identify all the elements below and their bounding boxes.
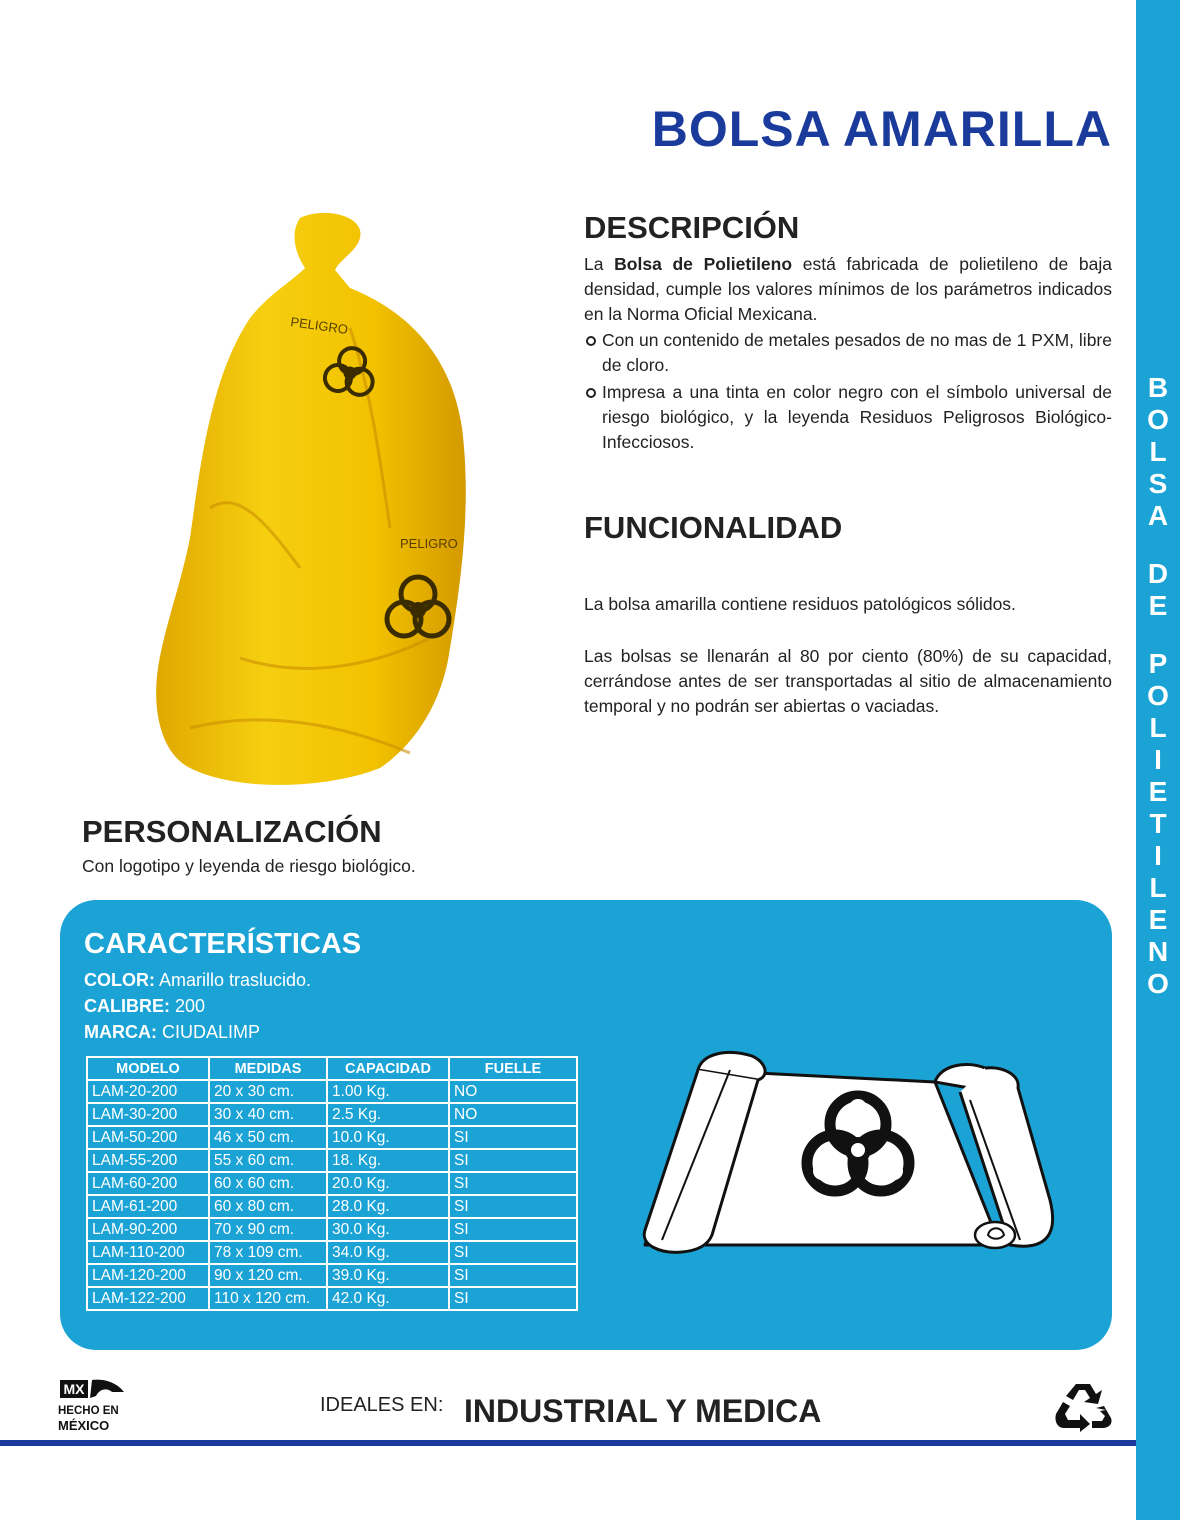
table-row	[87, 1126, 577, 1149]
ideales-value: INDUSTRIAL Y MEDICA	[464, 1393, 822, 1429]
header-modelo: MODELO	[87, 1057, 209, 1080]
cell-fuelle: SI	[449, 1126, 577, 1149]
sidebar-letter: L	[1149, 872, 1167, 903]
cell-fuelle: SI	[449, 1218, 577, 1241]
cell-fuelle: SI	[449, 1241, 577, 1264]
table-row	[87, 1149, 577, 1172]
cell-fuelle: NO	[449, 1103, 577, 1126]
sidebar-letter: D	[1147, 558, 1169, 589]
funcionalidad-paragraph-1: La bolsa amarilla contiene residuos patológicos sólidos.	[584, 594, 1016, 614]
hecho-en-mexico-logo	[58, 1378, 128, 1436]
sidebar-letter: O	[1147, 968, 1169, 999]
logo-line2: MÉXICO	[58, 1418, 110, 1433]
cell-fuelle: NO	[449, 1080, 577, 1103]
sidebar-letter: E	[1148, 776, 1168, 807]
cell-fuelle: SI	[449, 1264, 577, 1287]
funcionalidad-heading: FUNCIONALIDAD	[584, 510, 843, 545]
cell-modelo: LAM-90-200	[87, 1218, 209, 1241]
sidebar-letter: P	[1148, 648, 1168, 679]
table-row	[87, 1218, 577, 1241]
cell-medidas: 78 x 109 cm.	[209, 1241, 327, 1264]
cell-modelo: LAM-55-200	[87, 1149, 209, 1172]
cell-capacidad: 42.0 Kg.	[327, 1287, 449, 1310]
bag-label-middle: PELIGRO	[400, 536, 458, 551]
sidebar-letter: L	[1149, 712, 1167, 743]
cell-medidas: 46 x 50 cm.	[209, 1126, 327, 1149]
caracteristicas-heading: CARACTERÍSTICAS	[84, 928, 362, 960]
sidebar-vertical-text	[1136, 372, 1180, 1000]
yellow-bag-image	[150, 208, 480, 793]
spec-marca: MARCA: CIUDALIMP	[84, 1022, 261, 1042]
descripcion-intro: La Bolsa de Polietileno está fabricada de polietileno de baja densidad, cumple los valores mínimos de los parámetros indicados en la Norma Oficial Mexicana.	[584, 254, 1112, 324]
table-row	[87, 1080, 577, 1103]
recycle-icon	[1052, 1380, 1114, 1432]
sidebar-letter: L	[1149, 436, 1167, 467]
header-medidas: MEDIDAS	[209, 1057, 327, 1080]
personalizacion-heading: PERSONALIZACIÓN	[82, 814, 382, 849]
cell-capacidad: 30.0 Kg.	[327, 1218, 449, 1241]
descripcion-bullet-2: Impresa a una tinta en color negro con el símbolo universal de riesgo biológico, y la leyenda Residuos Peligrosos Biológico-Infecciosos.	[584, 380, 1112, 455]
cell-fuelle: SI	[449, 1287, 577, 1310]
sidebar-letter: E	[1148, 904, 1168, 935]
page-title: BOLSA AMARILLA	[651, 101, 1112, 157]
header-fuelle: FUELLE	[449, 1057, 577, 1080]
table-row	[87, 1287, 577, 1310]
table-row	[87, 1103, 577, 1126]
sidebar-letter: B	[1147, 372, 1169, 403]
table-header-row	[87, 1057, 577, 1080]
cell-modelo: LAM-20-200	[87, 1080, 209, 1103]
cell-modelo: LAM-122-200	[87, 1287, 209, 1310]
sidebar-letter: I	[1154, 744, 1162, 775]
sidebar-letter: A	[1147, 500, 1169, 531]
descripcion-bullet-1: Con un contenido de metales pesados de no mas de 1 PXM, libre de cloro.	[584, 328, 1112, 378]
table-row	[87, 1264, 577, 1287]
spec-color: COLOR: Amarillo traslucido.	[84, 970, 312, 990]
cell-modelo: LAM-120-200	[87, 1264, 209, 1287]
table-row	[87, 1172, 577, 1195]
rolled-bag-illustration	[640, 1040, 1070, 1265]
logo-line1: HECHO EN	[58, 1405, 119, 1417]
cell-modelo: LAM-110-200	[87, 1241, 209, 1264]
sidebar-letter: O	[1147, 680, 1169, 711]
funcionalidad-paragraph-2: Las bolsas se llenarán al 80 por ciento (80%) de su capacidad, cerrándose antes de ser transportadas al sitio de almacenamiento temporal y no podrán ser abiertas o vaciadas.	[584, 646, 1112, 716]
cell-capacidad: 10.0 Kg.	[327, 1126, 449, 1149]
logo-mx-text: MX	[63, 1381, 85, 1397]
cell-fuelle: SI	[449, 1149, 577, 1172]
cell-capacidad: 28.0 Kg.	[327, 1195, 449, 1218]
cell-medidas: 55 x 60 cm.	[209, 1149, 327, 1172]
cell-medidas: 30 x 40 cm.	[209, 1103, 327, 1126]
spec-calibre: CALIBRE: 200	[84, 996, 206, 1016]
table-row	[87, 1241, 577, 1264]
cell-capacidad: 1.00 Kg.	[327, 1080, 449, 1103]
cell-capacidad: 2.5 Kg.	[327, 1103, 449, 1126]
models-table	[86, 1056, 578, 1311]
sidebar-letter: N	[1147, 936, 1169, 967]
footer-divider-line	[0, 1440, 1136, 1446]
cell-modelo: LAM-30-200	[87, 1103, 209, 1126]
sidebar-letter: I	[1154, 840, 1162, 871]
descripcion-heading: DESCRIPCIÓN	[584, 210, 800, 245]
cell-fuelle: SI	[449, 1195, 577, 1218]
cell-medidas: 90 x 120 cm.	[209, 1264, 327, 1287]
cell-modelo: LAM-50-200	[87, 1126, 209, 1149]
cell-medidas: 70 x 90 cm.	[209, 1218, 327, 1241]
cell-medidas: 60 x 80 cm.	[209, 1195, 327, 1218]
header-capacidad: CAPACIDAD	[327, 1057, 449, 1080]
bag-label-top: PELIGRO	[289, 314, 349, 338]
sidebar-letter: T	[1149, 808, 1167, 839]
sidebar-letter: E	[1148, 590, 1168, 621]
sidebar-letter: O	[1147, 404, 1169, 435]
table-row	[87, 1195, 577, 1218]
cell-modelo: LAM-60-200	[87, 1172, 209, 1195]
cell-fuelle: SI	[449, 1172, 577, 1195]
cell-capacidad: 39.0 Kg.	[327, 1264, 449, 1287]
ideales-label: IDEALES EN:	[320, 1394, 444, 1416]
cell-capacidad: 18. Kg.	[327, 1149, 449, 1172]
cell-modelo: LAM-61-200	[87, 1195, 209, 1218]
cell-medidas: 110 x 120 cm.	[209, 1287, 327, 1310]
cell-capacidad: 20.0 Kg.	[327, 1172, 449, 1195]
personalizacion-text: Con logotipo y leyenda de riesgo biológico.	[82, 856, 416, 876]
cell-medidas: 60 x 60 cm.	[209, 1172, 327, 1195]
sidebar-letter: S	[1148, 468, 1168, 499]
cell-medidas: 20 x 30 cm.	[209, 1080, 327, 1103]
cell-capacidad: 34.0 Kg.	[327, 1241, 449, 1264]
